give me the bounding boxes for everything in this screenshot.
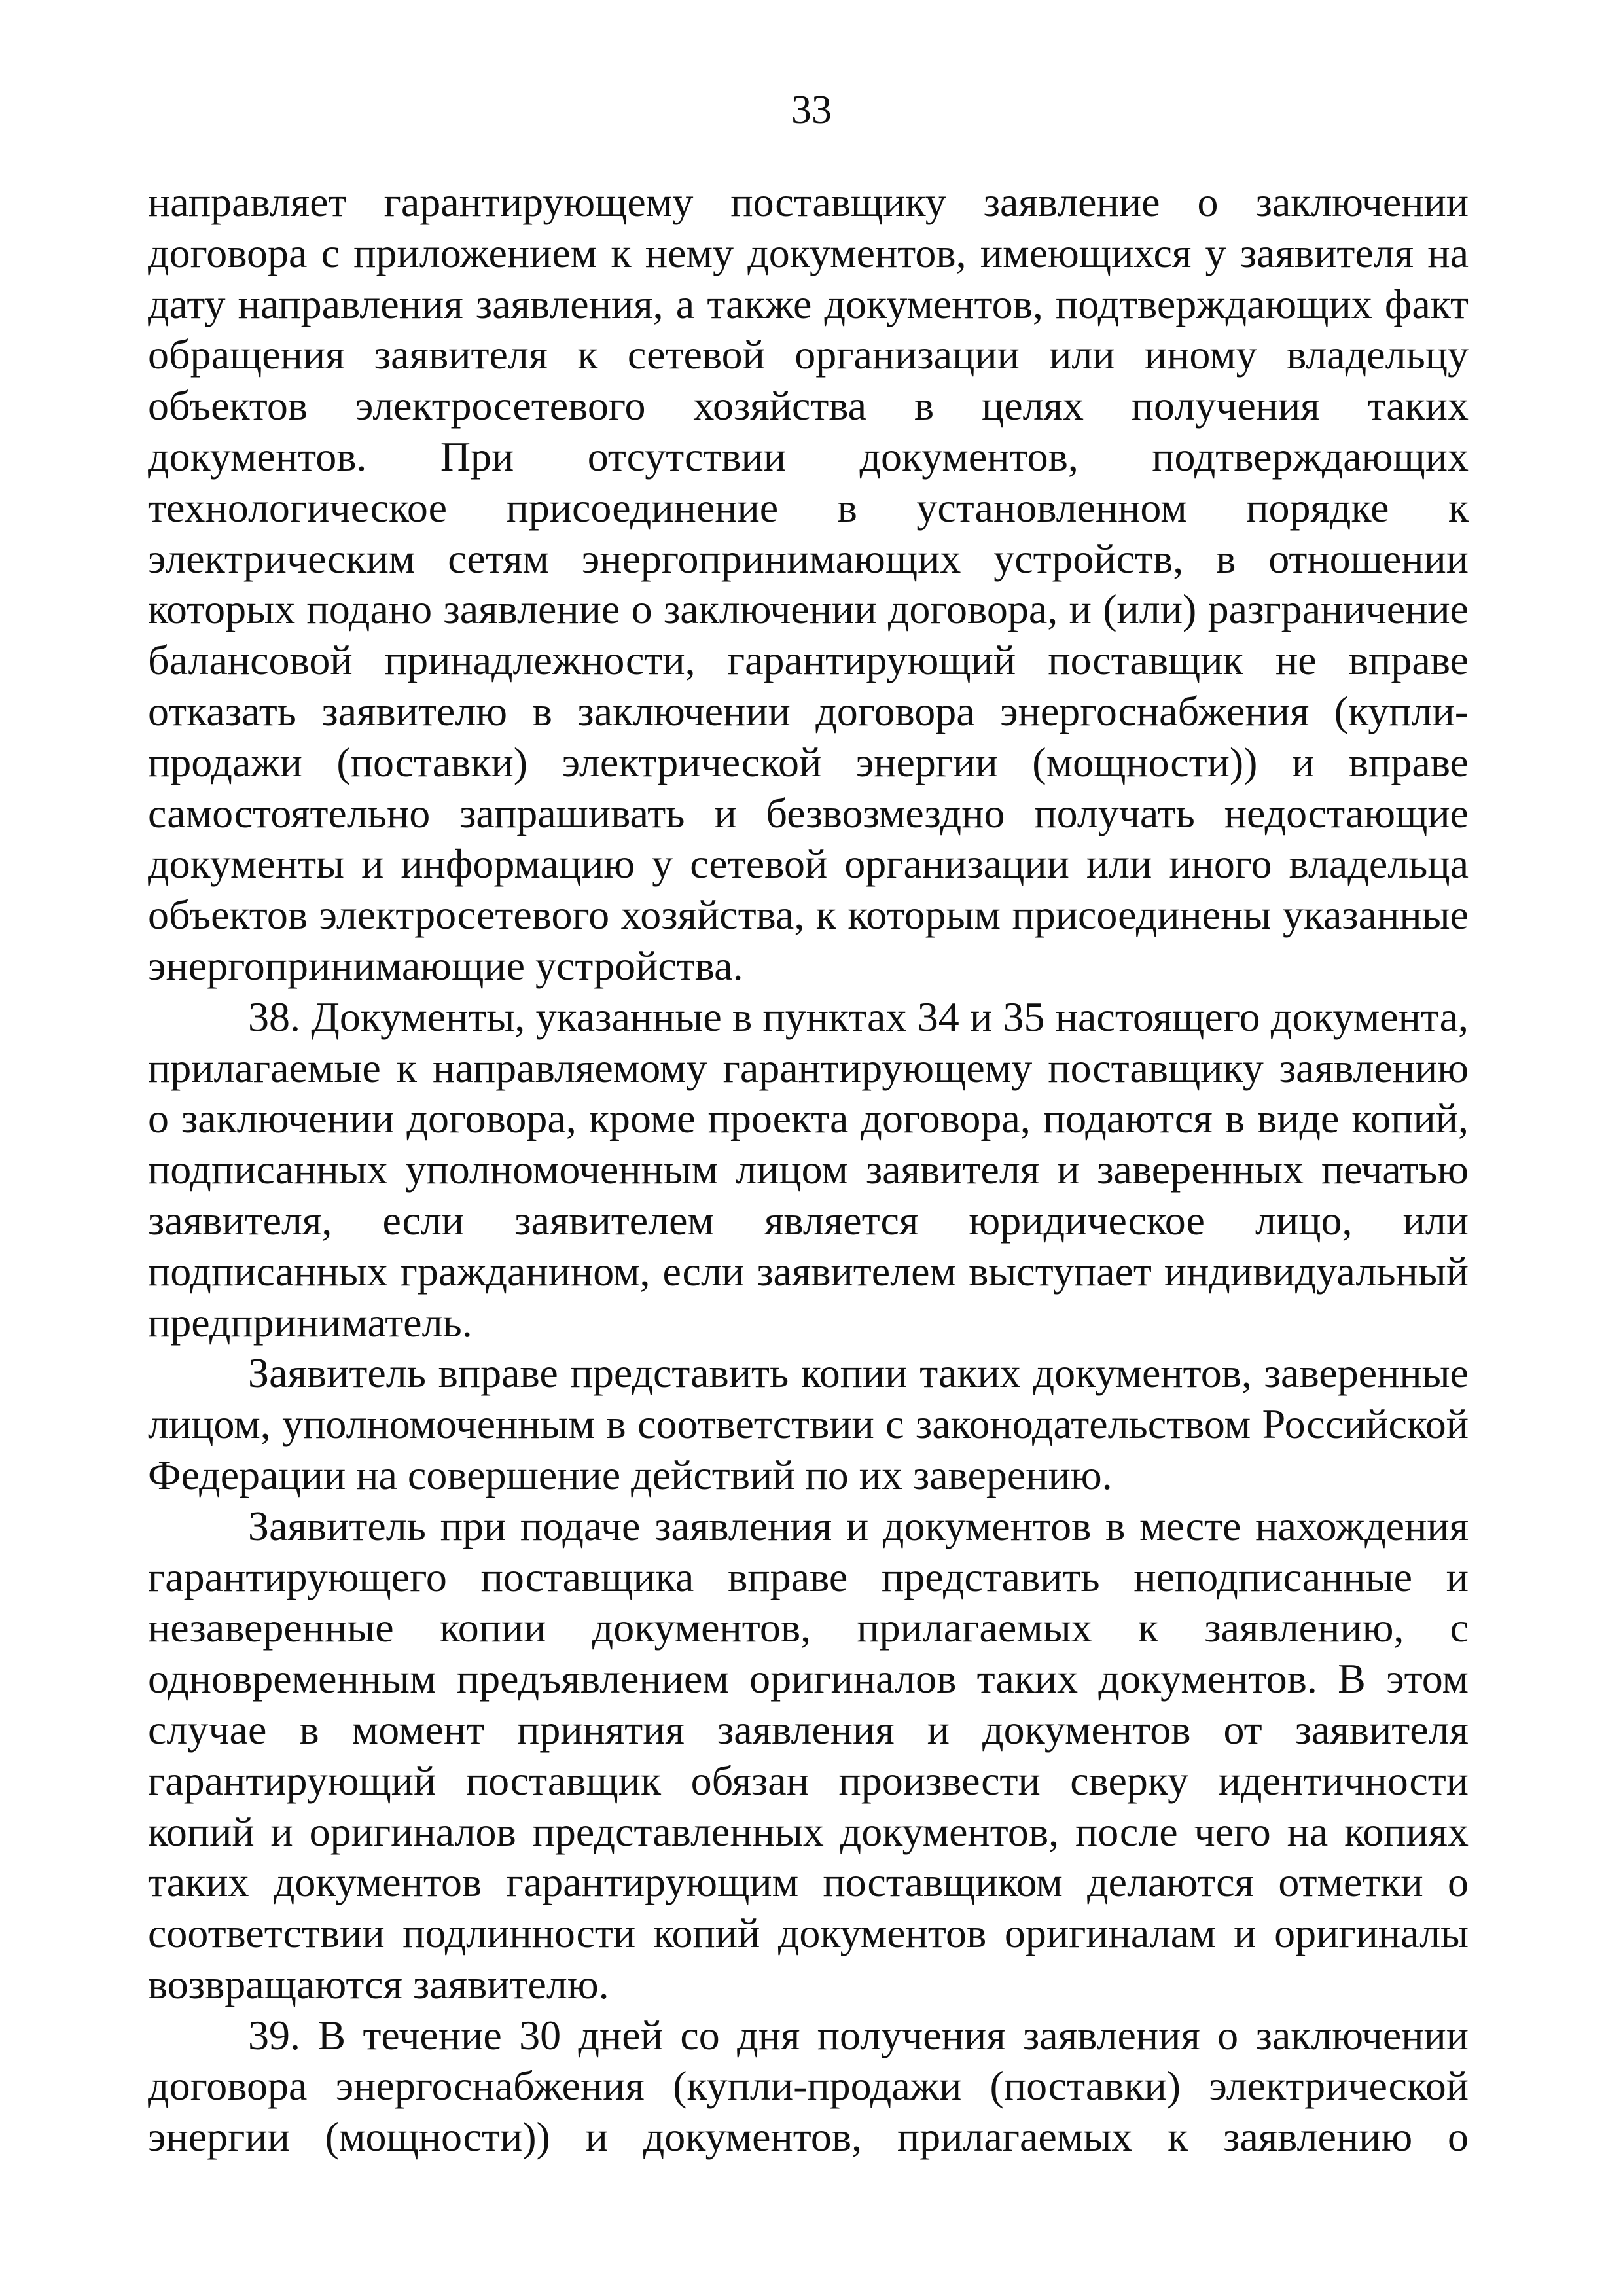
document-body	[148, 177, 1469, 2162]
paragraph-certified-copies: Заявитель вправе представить копии таких документов, заверенные лицом, уполномоченным в соответствии с законодательством Российской Федерации на совершение действий по их заверению.	[148, 1350, 1469, 1498]
paragraph-item-39: 39. В течение 30 дней со дня получения заявления о заключении договора энергоснабжения (купли-продажи (поставки) электрической энергии (мощности)) и документов, прилагаемых к заявлению о	[148, 2011, 1469, 2161]
page-number: 33	[791, 88, 832, 132]
paragraph-item-38: 38. Документы, указанные в пунктах 34 и 35 настоящего документа, прилагаемые к направляемому гарантирующему поставщику заявлению о заключении договора, кроме проекта договора, подаются в виде копий, подписанных уполномоченным лицом заявителя и заверенных печатью заявителя, если заявителем является юридическое лицо, или подписанных гражданином, если заявителем выступает индивидуальный предприниматель.	[148, 993, 1469, 1346]
paragraph-continuation: направляет гарантирующему поставщику заявление о заключении договора с приложением к нему документов, имеющихся у заявителя на дату направления заявления, а также документов, подтверждающих факт обращения заявителя к сетевой организации или иному владельцу объектов электросетевого хозяйства в целях получения таких документов. При отсутствии документов, подтверждающих технологическое присоединение в установленном порядке к электрическим сетям энергопринимающих устройств, в отношении которых подано заявление о заключении договора, и (или) разграничение балансовой принадлежности, гарантирующий поставщик не вправе отказать заявителю в заключении договора энергоснабжения (купли-продажи (поставки) электрической энергии (мощности)) и вправе самостоятельно запрашивать и безвозмездно получать недостающие документы и информацию у сетевой организации или иного владельца объектов электросетевого хозяйства, к которым присоединены указанные энергопринимающие устройства.	[148, 179, 1469, 989]
paragraph-unsigned-copies: Заявитель при подаче заявления и документов в месте нахождения гарантирующего поставщика вправе представить неподписанные и незаверенные копии документов, прилагаемых к заявлению, с одновременным предъявлением оригиналов таких документов. В этом случае в момент принятия заявления и документов от заявителя гарантирующий поставщик обязан произвести сверку идентичности копий и оригиналов представленных документов, после чего на копиях таких документов гарантирующим поставщиком делаются отметки о соответствии подлинности копий документов оригиналам и оригиналы возвращаются заявителю.	[148, 1502, 1469, 2007]
